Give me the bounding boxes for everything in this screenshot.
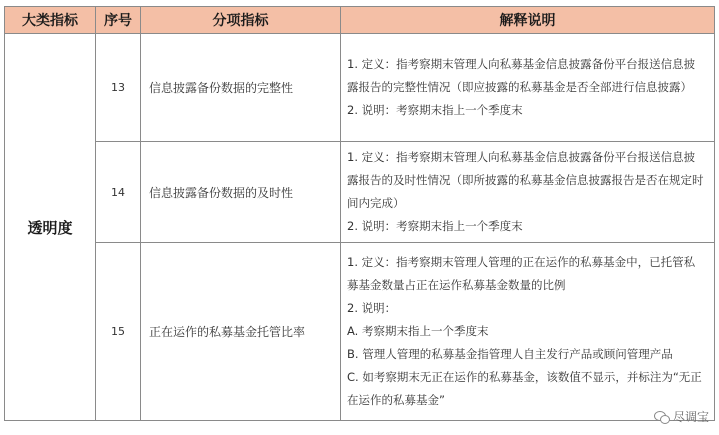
header-explanation: 解释说明 (341, 7, 715, 34)
header-metric: 分项指标 (141, 7, 341, 34)
table-row (5, 34, 715, 142)
table-row (5, 243, 715, 421)
explanation-line: 2. 说明：考察期末指上一个季度末 (347, 219, 523, 233)
explanation-line: C. 如考察期末无正在运作的私募基金，该数值不显示，并标注为“无正在运作的私募基金” (347, 370, 702, 407)
metric-cell: 信息披露备份数据的及时性 (141, 142, 341, 243)
seq-cell: 13 (96, 34, 141, 142)
explanation-cell (341, 34, 715, 142)
table-header-row (5, 7, 715, 34)
seq-cell: 15 (96, 243, 141, 421)
header-seq: 序号 (96, 7, 141, 34)
explanation-line: 1. 定义：指考察期末管理人向私募基金信息披露备份平台报送信息披露报告的及时性情况（即所披露的私募基金信息披露报告是否在规定时间内完成） (347, 150, 704, 210)
metrics-table (4, 6, 715, 421)
explanation-line: 1. 定义：指考察期末管理人向私募基金信息披露备份平台报送信息披露报告的完整性情况（即应披露的私募基金是否全部进行信息披露） (347, 57, 696, 94)
explanation-cell (341, 142, 715, 243)
category-cell: 透明度 (5, 34, 96, 421)
metric-cell: 正在运作的私募基金托管比率 (141, 243, 341, 421)
explanation-line: 2. 说明：考察期末指上一个季度末 (347, 103, 523, 117)
table-row (5, 142, 715, 243)
explanation-line: 1. 定义：指考察期末管理人管理的正在运作的私募基金中，已托管私募基金数量占正在运作私募基金数量的比例 (347, 255, 696, 292)
metric-cell: 信息披露备份数据的完整性 (141, 34, 341, 142)
explanation-line: B. 管理人管理的私募基金指管理人自主发行产品或顾问管理产品 (347, 347, 673, 361)
wechat-icon (654, 411, 670, 423)
watermark-text: 尽调宝 (672, 410, 709, 424)
watermark (654, 408, 709, 425)
explanation-cell (341, 243, 715, 421)
explanation-line: 2. 说明： (347, 301, 397, 315)
explanation-line: A. 考察期末指上一个季度末 (347, 324, 489, 338)
seq-cell: 14 (96, 142, 141, 243)
header-category: 大类指标 (5, 7, 96, 34)
